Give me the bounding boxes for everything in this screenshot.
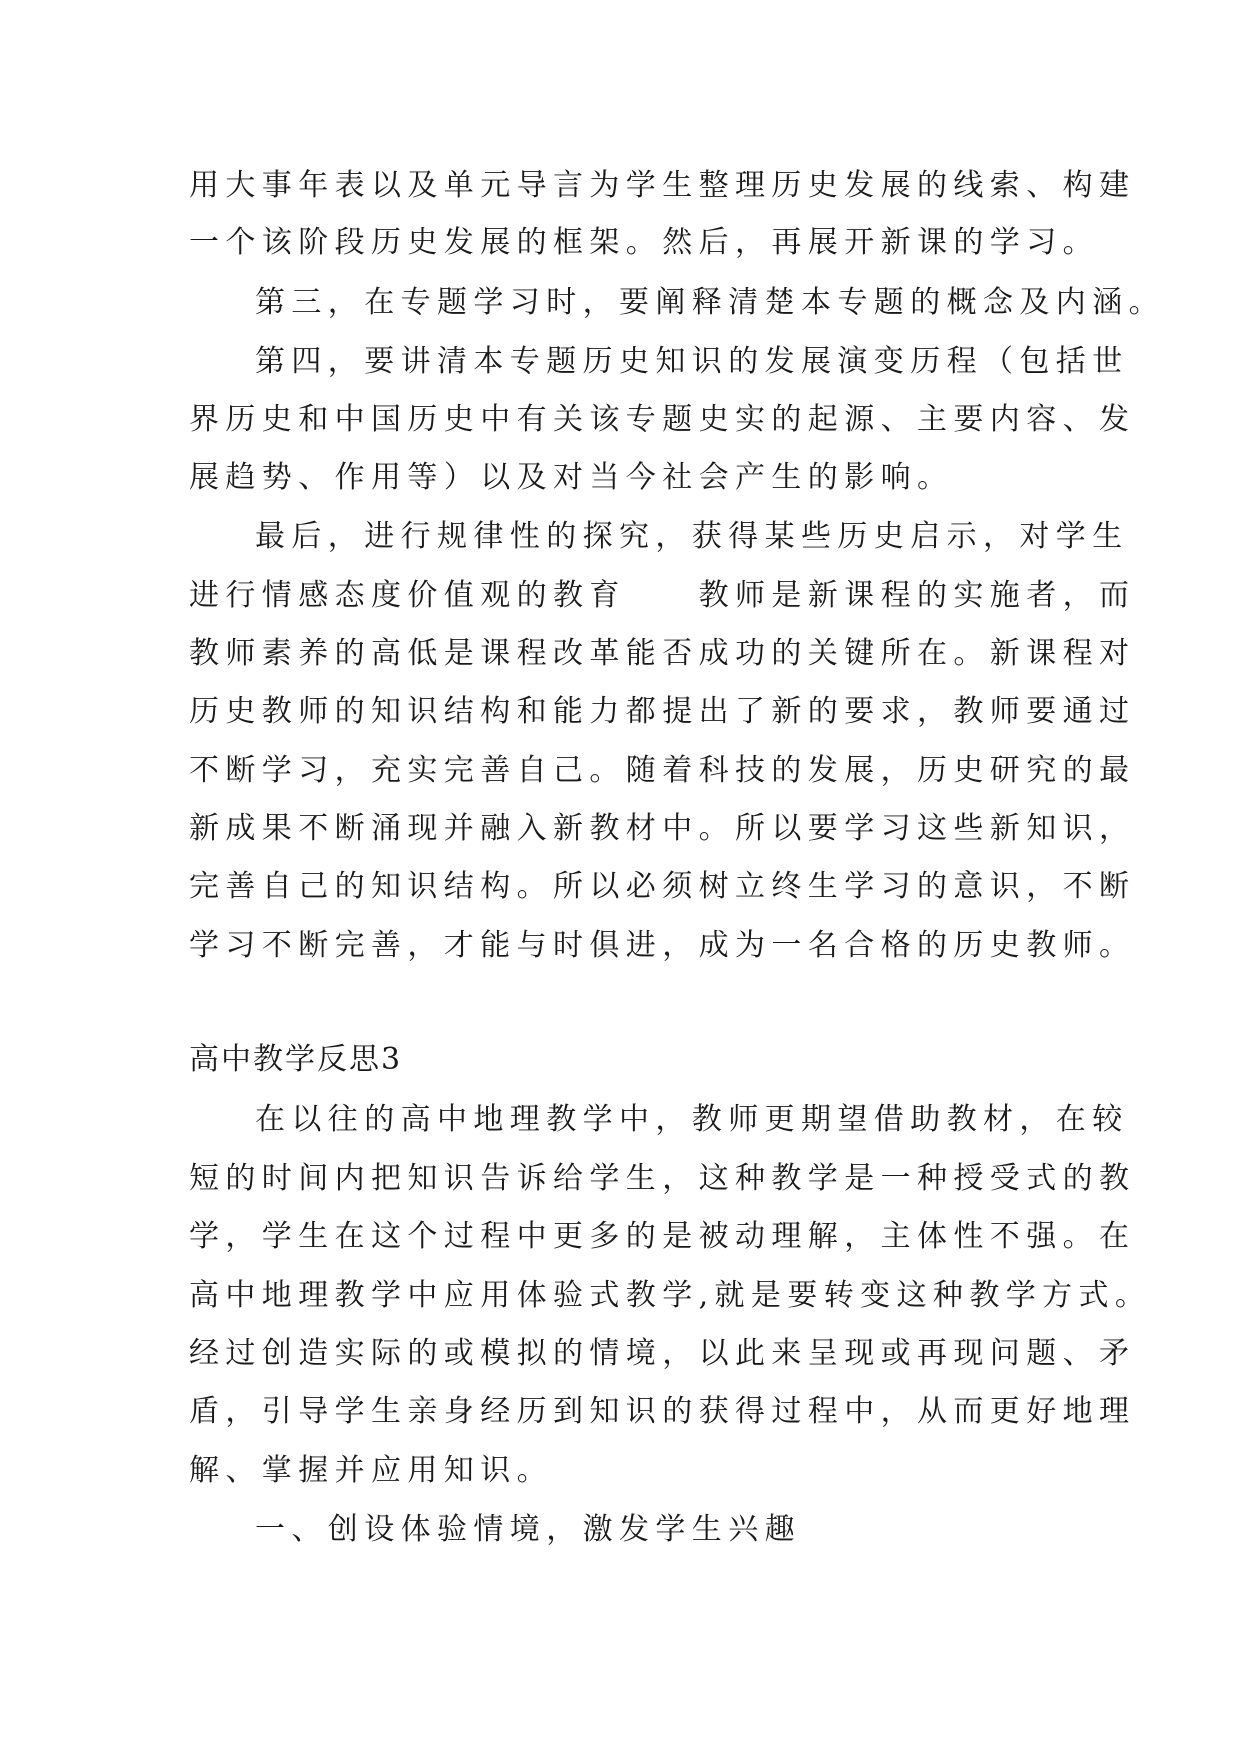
paragraph-line: 第三，在专题学习时，要阐释清楚本专题的概念及内涵。	[255, 285, 1165, 320]
paragraph-line: 最后，进行规律性的探究，获得某些历史启示，对学生	[255, 519, 1129, 554]
paragraph-line: 短的时间内把知识告诉给学生，这种教学是一种授受式的教	[189, 1161, 1136, 1196]
paragraph-line: 展趋势、作用等）以及对当今社会产生的影响。	[189, 460, 954, 495]
paragraph-line: 学习不断完善，才能与时俱进，成为一名合格的历史教师。	[189, 928, 1136, 963]
paragraph-line: 高中地理教学中应用体验式教学,就是要转变这种教学方式。	[189, 1278, 1152, 1313]
paragraph-line: 用大事年表以及单元导言为学生整理历史发展的线索、构建	[189, 168, 1136, 203]
paragraph-line: 学，学生在这个过程中更多的是被动理解，主体性不强。在	[189, 1219, 1136, 1254]
paragraph-line: 完善自己的知识结构。所以必须树立终生学习的意识，不断	[189, 869, 1136, 904]
paragraph-line: 盾，引导学生亲身经历到知识的获得过程中，从而更好地理	[189, 1394, 1136, 1429]
paragraph-line: 新成果不断涌现并融入新教材中。所以要学习这些新知识，	[189, 811, 1136, 846]
paragraph-line: 一个该阶段历史发展的框架。然后，再展开新课的学习。	[189, 225, 1099, 260]
paragraph-line: 进行情感态度价值观的教育 教师是新课程的实施者，而	[189, 578, 1136, 613]
paragraph-line: 经过创造实际的或模拟的情境，以此来呈现或再现问题、矛	[189, 1336, 1136, 1371]
paragraph-line: 教师素养的高低是课程改革能否成功的关键所在。新课程对	[189, 636, 1136, 671]
paragraph-line: 在以往的高中地理教学中，教师更期望借助教材，在较	[255, 1102, 1129, 1137]
paragraph-line: 解、掌握并应用知识。	[189, 1453, 553, 1488]
paragraph-line: 不断学习，充实完善自己。随着科技的发展，历史研究的最	[189, 753, 1136, 788]
paragraph-line: 历史教师的知识结构和能力都提出了新的要求，教师要通过	[189, 694, 1136, 729]
subheading-line: 一、创设体验情境，激发学生兴趣	[255, 1512, 801, 1547]
section-title: 高中教学反思3	[189, 1042, 403, 1077]
paragraph-line: 界历史和中国历史中有关该专题史实的起源、主要内容、发	[189, 402, 1136, 437]
paragraph-line: 第四，要讲清本专题历史知识的发展演变历程（包括世	[255, 344, 1129, 379]
